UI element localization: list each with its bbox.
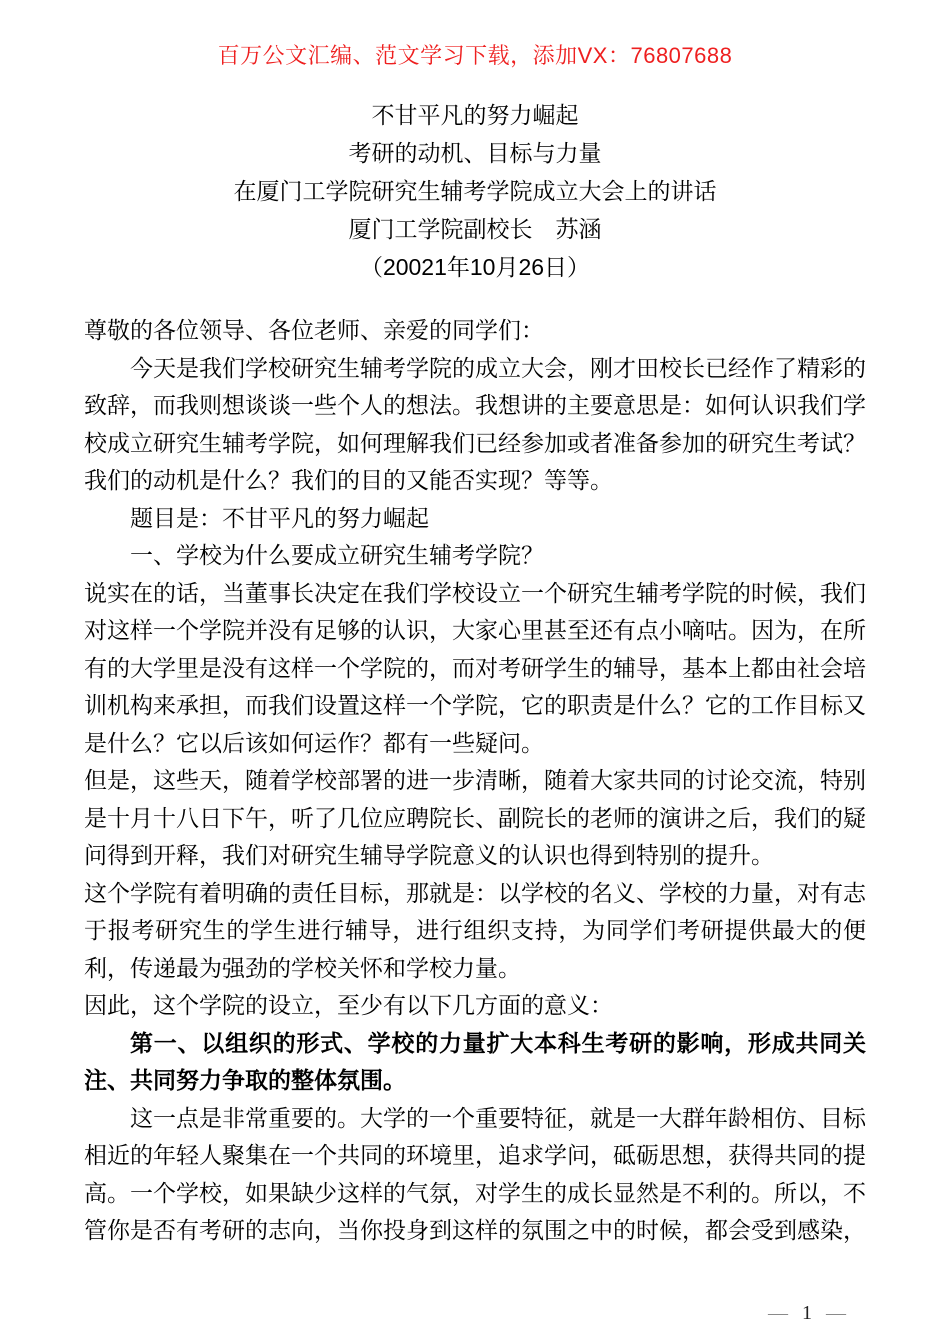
footer-dash-right: —	[826, 1302, 846, 1324]
title-block	[0, 96, 950, 286]
doc-title-occasion: 在厦门工学院研究生辅考学院成立大会上的讲话	[233, 178, 717, 204]
body-paragraph-section-heading: 一、学校为什么要成立研究生辅考学院？	[130, 542, 544, 568]
body-paragraph: 说实在的话，当董事长决定在我们学校设立一个研究生辅考学院的时候，我们对这样一个学院并没有足够的认识，大家心里甚至还有点小嘀咕。因为，在所有的大学里是没有这样一个学院的，而对考研学生的辅导，基本上都由社会培训机构来承担，而我们设置这样一个学院，它的职责是什么？它的工作目标又是什么？它以后该如何运作？都有一些疑问。	[84, 579, 866, 756]
promo-notice: 百万公文汇编、范文学习下载，添加VX：76807688	[217, 43, 733, 68]
doc-title-main: 不甘平凡的努力崛起	[371, 102, 579, 128]
body-paragraph: 但是，这些天，随着学校部署的进一步清晰，随着大家共同的讨论交流，特别是十月十八日下午，听了几位应聘院长、副院长的老师的演讲之后，我们的疑问得到开释，我们对研究生辅导学院意义的认识也得到特别的提升。	[84, 767, 866, 868]
page-footer	[768, 1300, 846, 1326]
body-paragraph: 今天是我们学校研究生辅考学院的成立大会，刚才田校长已经作了精彩的致辞，而我则想谈谈一些个人的想法。我想讲的主要意思是：如何认识我们学校成立研究生辅考学院，如何理解我们已经参加或者准备参加的研究生考试？我们的动机是什么？我们的目的又能否实现？等等。	[84, 354, 866, 493]
doc-title-author: 厦门工学院副校长 苏涵	[348, 216, 602, 242]
body-paragraph: 这个学院有着明确的责任目标，那就是：以学校的名义、学校的力量，对有志于报考研究生的学生进行辅导，进行组织支持，为同学们考研提供最大的便利，传递最为强劲的学校关怀和学校力量。	[84, 879, 866, 981]
body-paragraph: 这一点是非常重要的。大学的一个重要特征，就是一大群年龄相仿、目标相近的年轻人聚集在一个共同的环境里，追求学问，砥砺思想，获得共同的提高。一个学校，如果缺少这样的气氛，对学生的成长显然是不利的。所以，不管你是否有考研的志向，当你投身到这样的氛围之中的时候，都会受到感染，	[84, 1104, 866, 1243]
doc-title-subtitle: 考研的动机、目标与力量	[348, 140, 602, 166]
body-paragraph-salutation: 尊敬的各位领导、各位老师、亲爱的同学们：	[84, 317, 544, 343]
footer-dash-left: —	[768, 1302, 788, 1324]
page-number: 1	[802, 1302, 812, 1324]
body-paragraph-point-one: 第一、以组织的形式、学校的力量扩大本科生考研的影响，形成共同关注、共同努力争取的整体氛围。	[84, 1029, 866, 1093]
document-body	[84, 312, 866, 1250]
doc-title-date: （20021年10月26日）	[359, 254, 591, 280]
body-paragraph-topic: 题目是：不甘平凡的努力崛起	[130, 504, 429, 531]
body-paragraph: 因此，这个学院的设立，至少有以下几方面的意义：	[84, 992, 613, 1018]
